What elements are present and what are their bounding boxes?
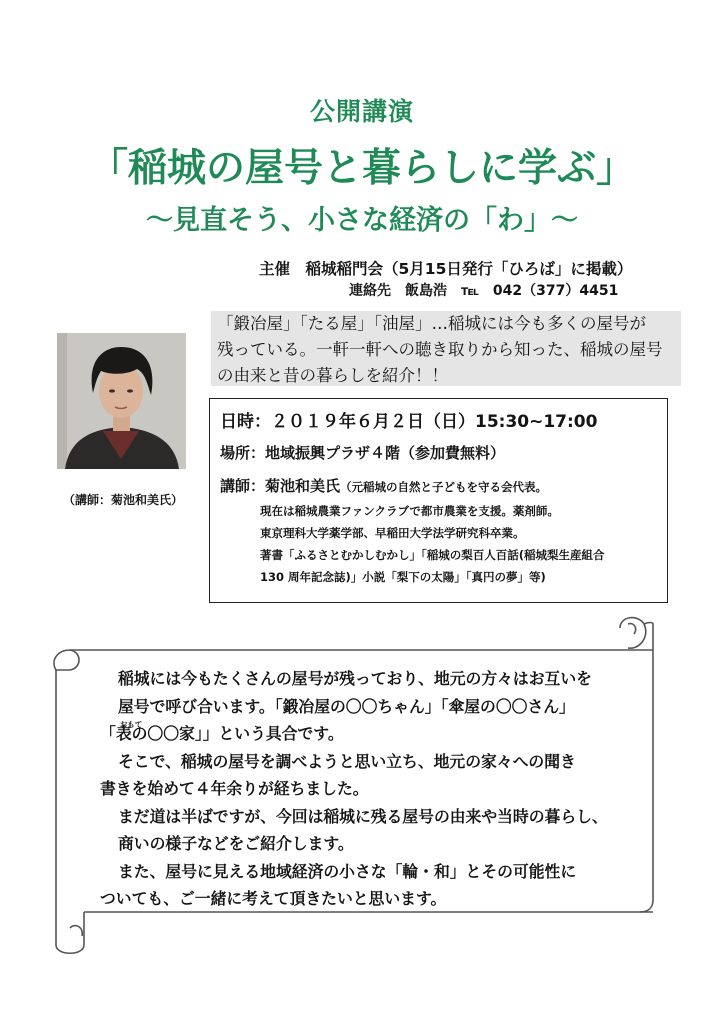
body-line: まだ道は半ばですが、今回は稲城に残る屋号の由来や当時の暮らし、	[118, 806, 608, 826]
body-line: そこで、稲城の屋号を調べようと思い立ち、地元の家々への聞き	[118, 751, 576, 771]
lecturer-bio-line: 東京理科大学薬学部、早稲田大学法学研究科卒業。	[260, 526, 525, 540]
event-kicker: 公開講演	[309, 97, 414, 126]
ruby-base: 表	[115, 724, 132, 743]
contact-line: 連絡先 飯島浩 ℡ 042（377）4451	[349, 283, 619, 299]
lecturer-name: 講師：菊池和美氏	[220, 477, 341, 495]
lecturer-bio-line: 著書「ふるさとむかしむかし」「稲城の梨百人百話(稲城梨生産組合	[260, 548, 605, 562]
body-line: ついても、ご一緒に考えて頂きたいと思います。	[100, 889, 447, 908]
ruby-word	[115, 720, 143, 748]
event-lecturer	[220, 475, 657, 496]
lecturer-bio-line: 現在は稲城農業ファンクラブで都市農業を支援。薬剤師。	[260, 504, 559, 518]
scroll-body-text	[100, 665, 608, 913]
intro-line: 「鍛冶屋」「たる屋」「油屋」…稲城には今も多くの屋号が	[217, 314, 646, 333]
body-line: 屋号で呼び合います。「鍛冶屋の〇〇ちゃん」「傘屋の〇〇さん」	[118, 696, 575, 716]
ruby-reading: おもて	[119, 720, 143, 729]
intro-box	[211, 311, 681, 386]
body-line: 書きを始めて４年余りが経ちました。	[100, 779, 369, 798]
body-line: また、屋号に見える地域経済の小さな「輪・和」とその可能性に	[118, 861, 577, 881]
organizer-line: 主催 稲城稲門会（5月15日発行「ひろば」に掲載）	[259, 260, 633, 278]
event-details-box	[209, 398, 668, 603]
body-line: 稲城には今もたくさんの屋号が残っており、地元の方々はお互いを	[118, 669, 592, 688]
photo-caption: （講師：菊池和美氏）	[63, 493, 184, 507]
page-title: 「稲城の屋号と暮らしに学ぶ」	[88, 146, 635, 191]
page-subtitle: ～見直そう、小さな経済の「わ」～	[146, 205, 578, 236]
lecturer-note: （元稲城の自然と子どもを守る会代表。	[340, 480, 548, 494]
lecturer-portrait-image	[57, 333, 186, 469]
event-place: 場所：地域振興プラザ４階（参加費無料）	[220, 444, 506, 462]
lecturer-bio-line: 130 周年記念誌)」小説「梨下の太陽」「真円の夢」等)	[260, 570, 546, 584]
intro-line: の由来と昔の暮らしを紹介！！	[217, 366, 448, 385]
body-text-fragment: の〇〇家」」という具合です。	[131, 724, 344, 743]
body-line	[100, 720, 608, 748]
intro-line: 残っている。一軒一軒への聴き取りから知った、稲城の屋号	[217, 340, 663, 359]
body-line: 商いの様子などをご紹介します。	[118, 834, 354, 853]
event-date: 日時：２０１９年６月２日（日）15:30~17:00	[220, 412, 598, 432]
lecturer-photo	[57, 333, 186, 469]
body-text-fragment: 「	[100, 724, 116, 743]
